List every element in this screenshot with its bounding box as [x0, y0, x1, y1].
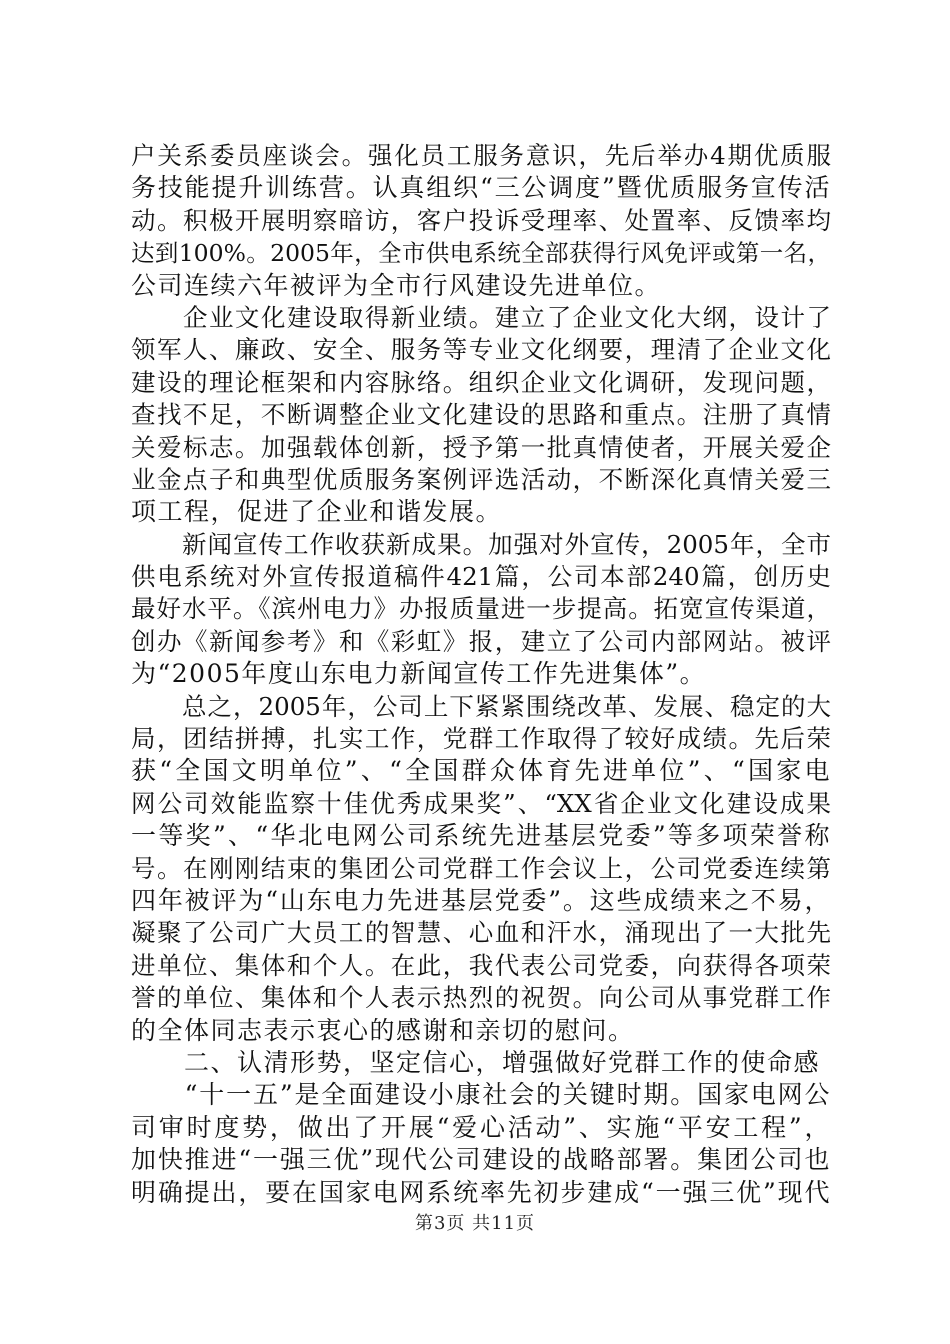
text-line: 达到100%。2005年，全市供电系统全部获得行风免评或第一名，	[131, 239, 831, 268]
text-line: 为“2005年度山东电力新闻宣传工作先进集体”。	[131, 659, 707, 689]
text-line: 企业文化建设取得新业绩。建立了企业文化大纲，设计了	[131, 302, 831, 332]
text-line: 总之，2005年，公司上下紧紧围绕改革、发展、稳定的大	[131, 691, 831, 721]
text-line: 供电系统对外宣传报道稿件421篇，公司本部240篇，创历史	[131, 562, 831, 592]
text-line: 获“全国文明单位”、“全国群众体育先进单位”、“国家电	[131, 756, 831, 786]
text-line: 号。在刚刚结束的集团公司党群工作会议上，公司党委连续第	[131, 853, 831, 883]
text-line: 加快推进“一强三优”现代公司建设的战略部署。集团公司也	[131, 1145, 831, 1175]
text-line: 四年被评为“山东电力先进基层党委”。这些成绩来之不易，	[131, 885, 831, 915]
text-line: 网公司效能监察十佳优秀成果奖”、“XX省企业文化建设成果	[131, 788, 831, 818]
text-line: 领军人、廉政、安全、服务等专业文化纲要，理清了企业文化	[131, 335, 831, 365]
text-line: 进单位、集体和个人。在此，我代表公司党委，向获得各项荣	[131, 950, 831, 980]
text-line: 新闻宣传工作收获新成果。加强对外宣传，2005年，全市	[131, 529, 831, 559]
text-line: 局，团结拼搏，扎实工作，党群工作取得了较好成绩。先后荣	[131, 724, 831, 754]
text-line: 项工程，促进了企业和谐发展。	[131, 497, 503, 527]
page-number: 第3页 共11页	[414, 1213, 536, 1234]
text-line: 关爱标志。加强载体创新，授予第一批真情使者，开展关爱企	[131, 432, 831, 462]
text-line: 公司连续六年被评为全市行风建设先进单位。	[131, 270, 662, 300]
text-line: 创办《新闻参考》和《彩虹》报，建立了公司内部网站。被评	[131, 626, 831, 656]
text-line: 一等奖”、“华北电网公司系统先进基层党委”等多项荣誉称	[131, 821, 831, 851]
text-line: 的全体同志表示衷心的感谢和亲切的慰问。	[131, 1015, 635, 1045]
text-line: 司审时度势，做出了开展“爱心活动”、实施“平安工程”，	[131, 1112, 831, 1142]
text-line: 户关系委员座谈会。强化员工服务意识，先后举办4期优质服	[131, 141, 831, 170]
text-line: 建设的理论框架和内容脉络。组织企业文化调研，发现问题，	[131, 367, 831, 397]
text-line: “十一五”是全面建设小康社会的关键时期。国家电网公	[131, 1080, 831, 1110]
text-line: 动。积极开展明察暗访，客户投诉受理率、处置率、反馈率均	[131, 205, 831, 235]
page-footer	[0, 1212, 950, 1236]
section-heading: 二、认清形势，坚定信心，增强做好党群工作的使命感	[131, 1047, 821, 1077]
text-line: 务技能提升训练营。认真组织“三公调度”暨优质服务宣传活	[131, 173, 831, 203]
text-line: 誉的单位、集体和个人表示热烈的祝贺。向公司从事党群工作	[131, 983, 831, 1013]
text-line: 业金点子和典型优质服务案例评选活动，不断深化真情关爱三	[131, 464, 831, 494]
text-line: 查找不足，不断调整企业文化建设的思路和重点。注册了真情	[131, 400, 831, 430]
text-line: 最好水平。《滨州电力》办报质量进一步提高。拓宽宣传渠道，	[131, 594, 831, 624]
text-line: 凝聚了公司广大员工的智慧、心血和汗水，涌现出了一大批先	[131, 918, 831, 948]
document-body	[131, 140, 831, 1209]
text-line: 明确提出，要在国家电网系统率先初步建成“一强三优”现代	[131, 1177, 831, 1207]
